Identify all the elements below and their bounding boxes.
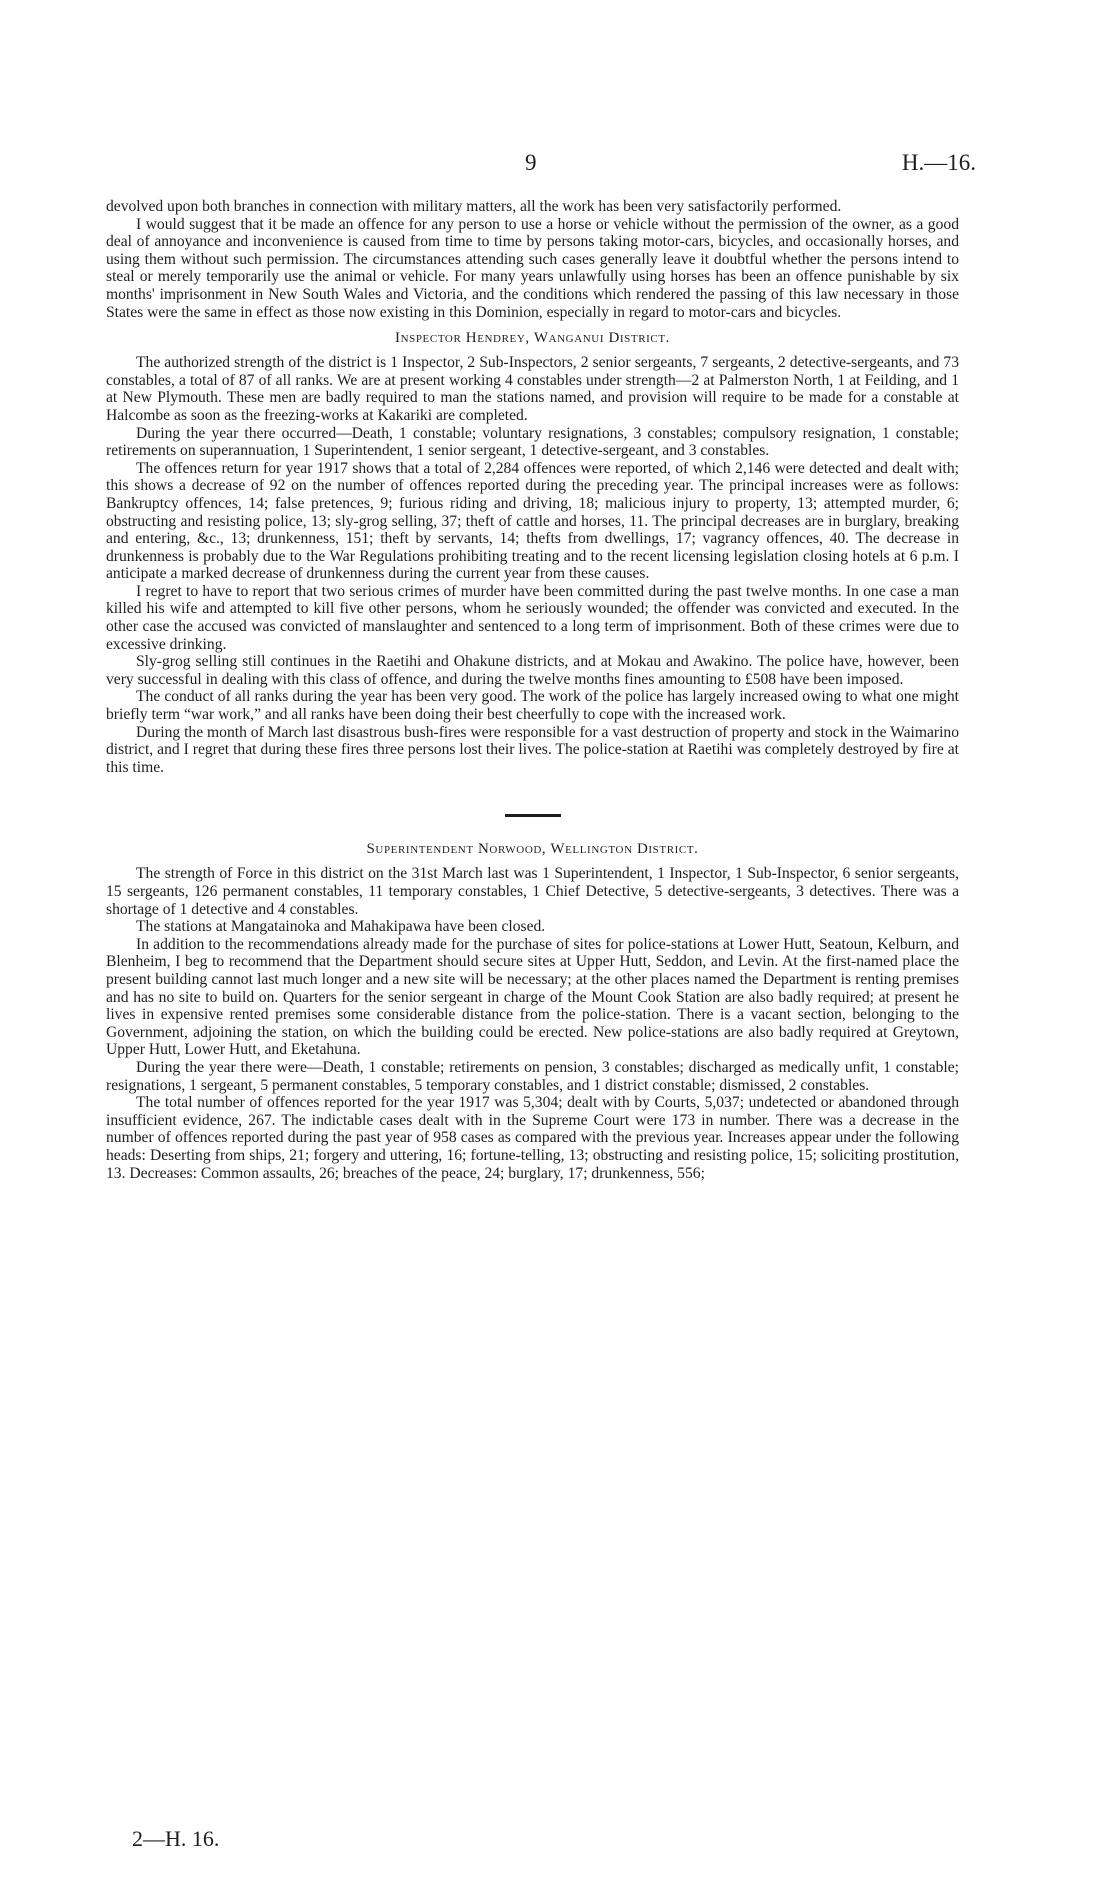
wellington-paragraph-3: In addition to the recommendations already made for the purchase of sites for police-stations at Lower Hutt, Seatoun, Kelburn, and Blenheim, I beg to recommend that the Department should secure sites at Upper Hutt, Seddon, and Levin. At the first-named place the present building cannot last much longer and a new site will be necessary; at the other places named the Department is renting premises and has no site to build on. Quarters for the senior sergeant in charge of the Mount Cook Station are also badly required; at present he lives in expensive rented premises some considerable distance from the police-station. There is a vacant section, belonging to the Government, adjoining the station, on which the building could be erected. New police-stations are also badly required at Greytown, Upper Hutt, Lower Hutt, and Eketahuna. (106, 935, 959, 1059)
wanganui-paragraph-1: The authorized strength of the district is 1 Inspector, 2 Sub-Inspectors, 2 senior sergeants, 7 sergeants, 2 detective-sergeants, and 73 constables, a total of 87 of all ranks. We are at present working 4 constables under strength—2 at Palmerston North, 1 at Feilding, and 1 at New Plymouth. These men are badly required to man the stations named, and provision will require to be made for a constable at Halcombe as soon as the freezing-works at Kakariki are completed. (106, 354, 959, 424)
wanganui-paragraph-5: Sly-grog selling still continues in the Raetihi and Ohakune districts, and at Mokau and Awakino. The police have, however, been very successful in dealing with this class of offence, and during the twelve months fines amounting to £508 have been imposed. (106, 653, 959, 688)
suggestion-paragraph: I would suggest that it be made an offence for any person to use a horse or vehicle without the permission of the owner, as a good deal of annoyance and inconvenience is caused from time to time by persons taking motor-cars, bicycles, and occasionally horses, and using them without such permission. The circumstances attending such cases generally leave it doubtful whether the persons intend to steal or merely temporarily use the animal or vehicle. For many years unlawfully using horses has been an offence punishable by six months' imprisonment in New South Wales and Victoria, and the conditions which rendered the passing of this law necessary in those States were the same in effect as those now existing in this Dominion, especially in regard to motor-cars and bicycles. (106, 215, 959, 321)
continuation-paragraph: devolved upon both branches in connection with military matters, all the work has been very satisfactorily performed. (106, 198, 842, 215)
wanganui-paragraph-6: The conduct of all ranks during the year has been very good. The work of the police has largely increased owing to what one might briefly term “war work,” and all ranks have been doing their best cheerfully to cope with the increased work. (106, 688, 959, 724)
page-body (106, 198, 959, 1182)
footer-signature: 2—H. 16. (132, 1826, 220, 1851)
wanganui-paragraph-3: The offences return for year 1917 shows that a total of 2,284 offences were reported, of which 2,146 were detected and dealt with; this shows a decrease of 92 on the number of offences reported during the preceding year. The principal increases were as follows: Bankruptcy offences, 14; false pretences, 9; furious riding and driving, 18; malicious injury to property, 13; attempted murder, 6; obstructing and resisting police, 13; sly-grog selling, 37; theft of cattle and horses, 11. The principal decreases are in burglary, breaking and entering, &c., 13; drunkenness, 151; theft by servants, 14; thefts from dwellings, 17; vagrancy offences, 40. The decrease in drunkenness is probably due to the War Regulations prohibiting treating and to the recent licensing legislation closing hotels at 6 p.m. I anticipate a marked decrease of drunkenness during the current year from these causes. (106, 459, 959, 583)
section-divider (505, 814, 561, 817)
wellington-paragraph-2: The stations at Mangatainoka and Mahakipawa have been closed. (136, 918, 546, 936)
wanganui-paragraph-7: During the month of March last disastrous bush-fires were responsible for a vast destruction of property and stock in the Waimarino district, and I regret that during these fires three persons lost their lives. The police-station at Raetihi was completely destroyed by fire at this time. (106, 723, 959, 776)
page-header (0, 150, 1114, 190)
section-heading-wanganui: Inspector Hendrey, Wanganui District. (394, 330, 671, 347)
wellington-paragraph-4: During the year there were—Death, 1 constable; retirements on pension, 3 constables; discharged as medically unfit, 1 constable; resignations, 1 sergeant, 5 permanent constables, 5 temporary constables, and 1 district constable; dismissed, 2 constables. (106, 1058, 959, 1094)
wanganui-paragraph-4: I regret to have to report that two serious crimes of murder have been committed during the past twelve months. In one case a man killed his wife and attempted to kill five other persons, whom he seriously wounded; the offender was convicted and executed. In the other case the accused was convicted of manslaughter and sentenced to a long term of imprisonment. Both of these crimes were due to excessive drinking. (106, 582, 959, 653)
wellington-paragraph-1: The strength of Force in this district on the 31st March last was 1 Superintendent, 1 Inspector, 1 Sub-Inspector, 6 senior sergeants, 15 sergeants, 126 permanent constables, 11 temporary constables, 1 Chief Detective, 5 detective-sergeants, 3 detectives. There was a shortage of 1 detective and 4 constables. (106, 865, 959, 918)
page-number: 9 (525, 150, 537, 175)
section-heading-wellington: Superintendent Norwood, Wellington District. (366, 841, 699, 858)
wanganui-paragraph-2: During the year there occurred—Death, 1 constable; voluntary resignations, 3 constables; compulsory resignation, 1 constable; retirements on superannuation, 1 Superintendent, 1 senior sergeant, 1 detective-sergeant, and 3 constables. (106, 424, 959, 460)
document-reference: H.—16. (901, 150, 976, 175)
wellington-paragraph-5: The total number of offences reported for the year 1917 was 5,304; dealt with by Courts, 5,037; undetected or abandoned through insufficient evidence, 267. The indictable cases dealt with in the Supreme Court were 173 in number. There was a decrease in the number of offences reported during the past year of 958 cases as compared with the previous year. Increases appear under the following heads: Deserting from ships, 21; forgery and uttering, 16; fortune-telling, 13; obstructing and resisting police, 15; soliciting prostitution, 13. Decreases: Common assaults, 26; breaches of the peace, 24; burglary, 17; drunkenness, 556; (106, 1094, 959, 1182)
